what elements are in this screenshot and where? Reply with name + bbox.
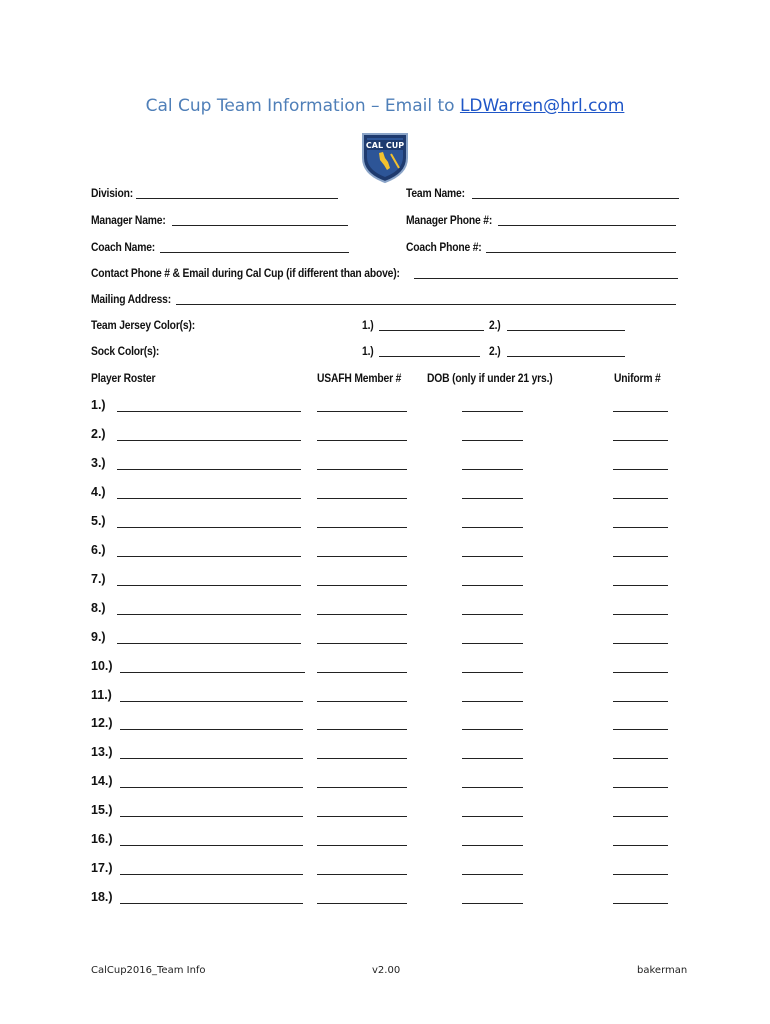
dob-field[interactable] (462, 556, 523, 557)
player-name-field[interactable] (117, 556, 301, 557)
cal-cup-logo (357, 128, 413, 184)
team-name-label: Team Name: (406, 186, 465, 200)
roster-row-number: 18.) (91, 890, 113, 905)
contact-label: Contact Phone # & Email during Cal Cup (if different than above): (91, 266, 400, 280)
usafh-member-field[interactable] (317, 614, 407, 615)
jersey-option-2-label: 2.) (489, 318, 501, 332)
sock-color-2-field[interactable] (507, 356, 625, 357)
roster-row-number: 13.) (91, 745, 113, 760)
sock-option-2-label: 2.) (489, 344, 501, 358)
uniform-field[interactable] (613, 672, 668, 673)
contact-field[interactable] (414, 278, 678, 279)
uniform-field[interactable] (613, 556, 668, 557)
jersey-option-1-label: 1.) (362, 318, 374, 332)
roster-row (0, 745, 770, 767)
email-link[interactable]: LDWarren@hrl.com (459, 96, 625, 116)
player-name-field[interactable] (120, 758, 303, 759)
jersey-color-2-field[interactable] (507, 330, 625, 331)
footer-author: bakerman (637, 965, 688, 976)
dob-field[interactable] (462, 787, 523, 788)
uniform-field[interactable] (613, 903, 668, 904)
usafh-member-field[interactable] (317, 411, 407, 412)
dob-field[interactable] (462, 845, 523, 846)
uniform-field[interactable] (613, 874, 668, 875)
roster-row (0, 861, 770, 883)
roster-row-number: 6.) (91, 542, 106, 557)
uniform-header: Uniform # (614, 371, 661, 385)
roster-row-number: 10.) (91, 658, 113, 673)
roster-row-number: 12.) (91, 716, 113, 731)
usafh-member-field[interactable] (317, 498, 407, 499)
sock-color-label: Sock Color(s): (91, 344, 160, 358)
division-label: Division: (91, 186, 134, 200)
team-name-field[interactable] (472, 198, 679, 199)
mailing-address-label: Mailing Address: (91, 292, 172, 306)
uniform-field[interactable] (613, 845, 668, 846)
usafh-member-field[interactable] (317, 845, 407, 846)
player-name-field[interactable] (117, 411, 301, 412)
sock-option-1-label: 1.) (362, 344, 374, 358)
roster-row (0, 803, 770, 825)
usafh-member-field[interactable] (317, 729, 407, 730)
roster-row (0, 630, 770, 652)
logo-text: CAL CUP (365, 141, 405, 150)
dob-header: DOB (only if under 21 yrs.) (427, 371, 553, 385)
jersey-color-1-field[interactable] (379, 330, 484, 331)
dob-field[interactable] (462, 440, 523, 441)
dob-field[interactable] (462, 701, 523, 702)
roster-row (0, 572, 770, 594)
roster-row (0, 774, 770, 796)
roster-row-number: 2.) (91, 426, 106, 441)
roster-row (0, 716, 770, 738)
manager-name-field[interactable] (172, 225, 348, 226)
uniform-field[interactable] (613, 758, 668, 759)
uniform-field[interactable] (613, 585, 668, 586)
dob-field[interactable] (462, 643, 523, 644)
roster-row-number: 9.) (91, 629, 106, 644)
uniform-field[interactable] (613, 816, 668, 817)
roster-row (0, 398, 770, 420)
roster-row (0, 601, 770, 623)
roster-row (0, 514, 770, 536)
uniform-field[interactable] (613, 643, 668, 644)
dob-field[interactable] (462, 874, 523, 875)
player-name-field[interactable] (117, 585, 301, 586)
coach-phone-label: Coach Phone #: (406, 240, 482, 254)
usafh-member-field[interactable] (317, 556, 407, 557)
dob-field[interactable] (462, 469, 523, 470)
player-name-field[interactable] (117, 527, 301, 528)
roster-row-number: 3.) (91, 455, 106, 470)
player-name-field[interactable] (120, 672, 305, 673)
mailing-address-field[interactable] (176, 304, 676, 305)
manager-phone-label: Manager Phone #: (406, 213, 493, 227)
division-field[interactable] (136, 198, 338, 199)
roster-row (0, 688, 770, 710)
usafh-member-field[interactable] (317, 816, 407, 817)
page-title (0, 96, 770, 116)
dob-field[interactable] (462, 527, 523, 528)
usafh-member-field[interactable] (317, 527, 407, 528)
uniform-field[interactable] (613, 411, 668, 412)
roster-row-number: 1.) (91, 398, 106, 412)
roster-row-number: 11.) (91, 687, 112, 702)
dob-field[interactable] (462, 672, 523, 673)
player-name-field[interactable] (120, 845, 303, 846)
usafh-member-field[interactable] (317, 672, 407, 673)
roster-row (0, 659, 770, 681)
usafh-member-field[interactable] (317, 701, 407, 702)
dob-field[interactable] (462, 903, 523, 904)
player-name-field[interactable] (120, 903, 303, 904)
dob-field[interactable] (462, 585, 523, 586)
roster-row (0, 832, 770, 854)
usafh-member-field[interactable] (317, 469, 407, 470)
player-name-field[interactable] (117, 498, 301, 499)
player-name-field[interactable] (117, 643, 301, 644)
uniform-field[interactable] (613, 469, 668, 470)
player-name-field[interactable] (117, 469, 301, 470)
usafh-member-header: USAFH Member # (317, 371, 402, 385)
roster-row (0, 456, 770, 478)
manager-phone-field[interactable] (498, 225, 676, 226)
uniform-field[interactable] (613, 787, 668, 788)
dob-field[interactable] (462, 758, 523, 759)
usafh-member-field[interactable] (317, 585, 407, 586)
usafh-member-field[interactable] (317, 874, 407, 875)
uniform-field[interactable] (613, 527, 668, 528)
roster-row-number: 8.) (91, 600, 106, 615)
roster-row-number: 14.) (91, 774, 113, 789)
dob-field[interactable] (462, 614, 523, 615)
roster-row (0, 427, 770, 449)
coach-name-field[interactable] (160, 252, 349, 253)
footer-version: v2.00 (372, 965, 401, 976)
footer-doc-name: CalCup2016_Team Info (91, 965, 206, 976)
dob-field[interactable] (462, 411, 523, 412)
player-name-field[interactable] (120, 729, 303, 730)
usafh-member-field[interactable] (317, 758, 407, 759)
coach-phone-field[interactable] (486, 252, 676, 253)
player-name-field[interactable] (120, 874, 303, 875)
player-roster-header: Player Roster (91, 371, 156, 385)
coach-name-label: Coach Name: (91, 240, 156, 254)
jersey-color-label: Team Jersey Color(s): (91, 318, 196, 332)
player-name-field[interactable] (120, 816, 303, 817)
roster-row-number: 16.) (91, 832, 113, 847)
uniform-field[interactable] (613, 701, 668, 702)
roster-row-number: 4.) (91, 484, 106, 499)
usafh-member-field[interactable] (317, 440, 407, 441)
player-name-field[interactable] (117, 440, 301, 441)
roster-row (0, 543, 770, 565)
uniform-field[interactable] (613, 729, 668, 730)
roster-row-number: 17.) (91, 861, 113, 876)
sock-color-1-field[interactable] (379, 356, 480, 357)
player-name-field[interactable] (120, 787, 303, 788)
uniform-field[interactable] (613, 498, 668, 499)
manager-name-label: Manager Name: (91, 213, 166, 227)
cal-cup-shield-icon (357, 128, 413, 184)
title-text: Cal Cup Team Information – Email to (145, 96, 460, 116)
roster-row-number: 7.) (91, 571, 106, 586)
roster-row-number: 15.) (91, 803, 113, 818)
usafh-member-field[interactable] (317, 643, 407, 644)
dob-field[interactable] (462, 816, 523, 817)
uniform-field[interactable] (613, 614, 668, 615)
roster-row-number: 5.) (91, 513, 106, 528)
player-name-field[interactable] (120, 701, 303, 702)
roster-row (0, 485, 770, 507)
usafh-member-field[interactable] (317, 787, 407, 788)
uniform-field[interactable] (613, 440, 668, 441)
dob-field[interactable] (462, 498, 523, 499)
roster-row (0, 890, 770, 912)
dob-field[interactable] (462, 729, 523, 730)
usafh-member-field[interactable] (317, 903, 407, 904)
player-name-field[interactable] (117, 614, 301, 615)
